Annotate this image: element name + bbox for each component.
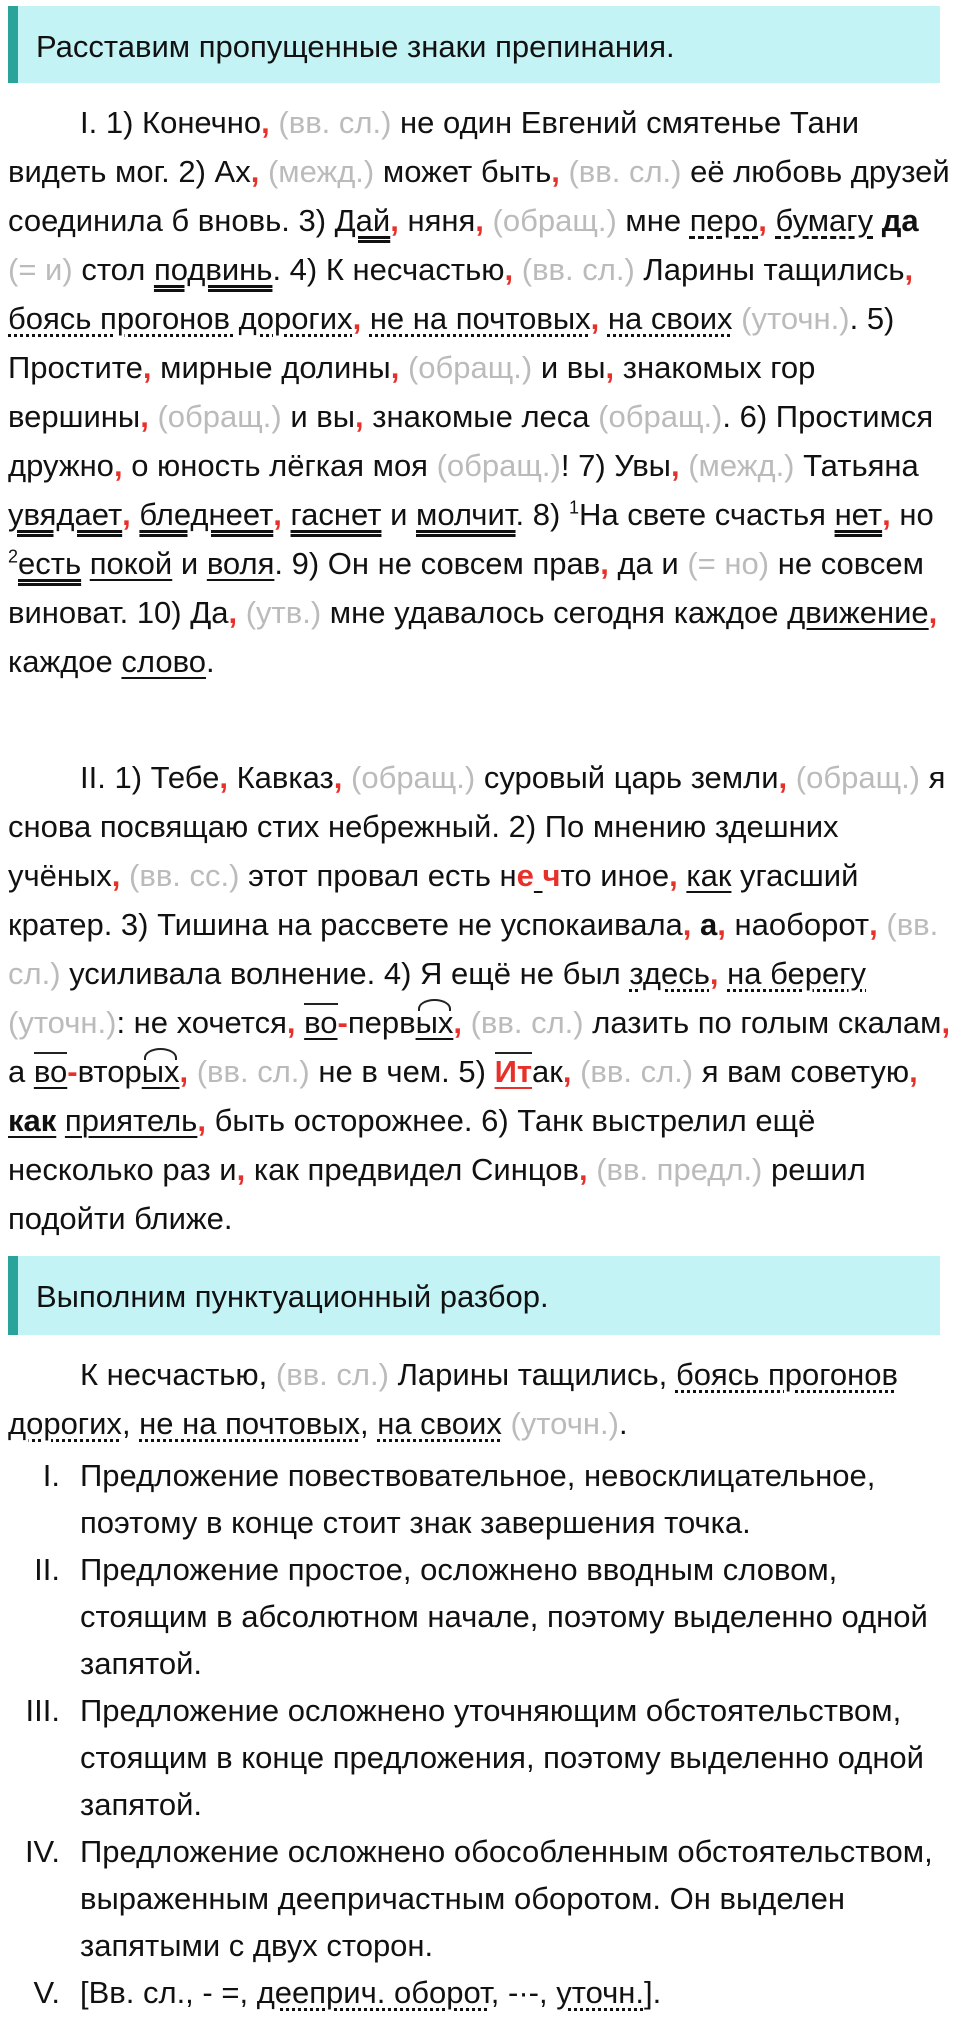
text: я вам советую (701, 1054, 910, 1089)
list-item (42, 1452, 950, 1546)
text: : не хочется (116, 1005, 287, 1040)
scheme-participle: дееприч. оборот (256, 1975, 491, 2010)
adverbial: на своих (607, 301, 733, 336)
text: и (180, 546, 199, 581)
comma: , (390, 350, 400, 385)
adverbial: на своих (377, 1406, 502, 1441)
text: её любовь друзей соединила б вновь. 3) (8, 154, 950, 238)
note: (вв. предл.) (596, 1152, 763, 1187)
comma: , (928, 595, 938, 630)
participle-phrase: боясь прогонов дорогих (8, 1357, 898, 1441)
comma: , (941, 1005, 951, 1040)
letter: ч (542, 858, 561, 893)
note: (вв. сл.) (275, 1357, 389, 1392)
text: знакомых гор вершины (8, 350, 816, 434)
prefix: во (304, 1005, 338, 1040)
note: (= но) (687, 546, 770, 581)
text: стол (81, 252, 146, 287)
text: . 5) Простите (8, 301, 895, 385)
comma: , (590, 301, 600, 336)
scheme-item (33, 1969, 950, 2016)
clause-number: 2 (8, 546, 19, 567)
note: (вв. сл.) (568, 154, 682, 189)
text: . (618, 1406, 628, 1441)
text: Ларины тащились, (397, 1357, 668, 1392)
comma: , (113, 448, 123, 483)
note: (утв.) (245, 595, 322, 630)
list-item (25, 1687, 950, 1828)
text: каждое (8, 644, 113, 679)
clause-number: 1 (568, 497, 579, 518)
comma: , (286, 1005, 296, 1040)
comma: , (333, 760, 343, 795)
text: то иное (560, 858, 670, 893)
suffix: ых (141, 1054, 180, 1089)
predicate: Дай (334, 203, 391, 238)
note: (= и) (8, 252, 73, 287)
comma: , (682, 907, 692, 942)
prefix: во (33, 1054, 68, 1089)
comma: , (179, 1054, 189, 1089)
comma: , (669, 858, 678, 893)
analysis-banner (8, 1256, 940, 1335)
comma: , (197, 1103, 206, 1138)
text: быть осторожнее. 6) Танк выстрелил ещё несколько раз и (8, 1103, 816, 1187)
text: . 9) Он не совсем прав (274, 546, 601, 581)
comma: , (578, 1152, 588, 1187)
comma: , (219, 760, 228, 795)
text: . 6) Простимся дружно (8, 399, 934, 483)
conjunction: как (686, 858, 732, 893)
letter: е (516, 858, 534, 893)
text: и вы (540, 350, 606, 385)
comma: , (390, 203, 399, 238)
text: и вы (290, 399, 356, 434)
subject: движение (787, 595, 929, 630)
conjunction: а (700, 907, 718, 942)
text: ! 7) Увы (560, 448, 671, 483)
text: . 8) (515, 497, 561, 532)
text: . (205, 644, 215, 679)
text: няня (407, 203, 476, 238)
subject: воля (206, 546, 275, 581)
comma: , (709, 956, 719, 991)
text: я снова посвящаю стих небрежный. 2) По мнению здешних учёных (8, 760, 946, 893)
prefix: Ит (494, 1054, 533, 1089)
section-two (8, 753, 952, 1243)
item-text: Предложение осложнено обособленным обстоятельством, выраженным деепричастным оборотом. Он выделен запятыми с двух сторон. (80, 1834, 933, 1963)
participle-phrase: боясь прогонов дорогих (8, 301, 353, 336)
comma: , (504, 252, 514, 287)
text: как предвидел Синцов (253, 1152, 579, 1187)
comma: , (670, 448, 680, 483)
predicate: молчит (416, 497, 516, 532)
task-title: Расставим пропущенные знаки препинания. (36, 29, 675, 64)
comma: , (551, 154, 560, 189)
note: (межд.) (267, 154, 375, 189)
list-item (24, 1828, 950, 1969)
comma: , (236, 1152, 246, 1187)
object-word: бумагу (775, 203, 874, 238)
text: не один Евгений смятенье Тани видеть мог. 2) Ах (8, 105, 860, 189)
comma: , (600, 546, 609, 581)
comma: , (605, 350, 615, 385)
item-number: V. (33, 1975, 60, 2010)
subject: слово (121, 644, 206, 679)
comma: , (273, 497, 282, 532)
note: (обращ.) (436, 448, 561, 483)
scheme-text: [Вв. сл., - =, (80, 1975, 249, 2010)
object-word: перо (689, 203, 759, 238)
dash: - (67, 1054, 78, 1089)
note: (обращ.) (157, 399, 282, 434)
comma: , (355, 399, 364, 434)
predicate: нет (834, 497, 883, 532)
note: (уточн.) (8, 1005, 117, 1040)
item-number: IV. (24, 1834, 60, 1869)
text: может быть (382, 154, 552, 189)
note: (вв. сл.) (8, 907, 939, 991)
comma: , (228, 595, 238, 630)
item-text: Предложение повествовательное, невосклицательное, поэтому в конце стоит знак завершения точка. (80, 1458, 876, 1540)
note: (межд.) (688, 448, 795, 483)
comma: , (882, 497, 891, 532)
text: знакомые леса (372, 399, 590, 434)
task-banner (8, 6, 940, 83)
scheme-clarification: уточн. (556, 1975, 645, 2010)
note: (вв. сл.) (470, 1005, 584, 1040)
conjunction: как (8, 1103, 57, 1138)
note: (уточн.) (510, 1406, 619, 1441)
text: На свете счастья (578, 497, 826, 532)
predicate: бледнеет (139, 497, 274, 532)
text: усиливала волнение. 4) Я ещё не был (69, 956, 621, 991)
item-number: III. (25, 1693, 60, 1728)
text: этот провал есть н (248, 858, 517, 893)
text: суровый царь земли (483, 760, 779, 795)
note: (обращ.) (351, 760, 476, 795)
text: втор (77, 1054, 142, 1089)
item-text: Предложение простое, осложнено вводным словом, стоящим в абсолютном начале, поэтому выделенно одной запятой. (80, 1552, 928, 1681)
dash: - (337, 1005, 348, 1040)
conjunction: да (881, 203, 919, 238)
scheme-text: ]. (644, 1975, 662, 2010)
comma: , (140, 399, 149, 434)
text: . 4) К несчастью (272, 252, 505, 287)
note: (обращ.) (598, 399, 723, 434)
text: Кавказ (236, 760, 334, 795)
note: (вв. сл.) (196, 1054, 310, 1089)
comma: , (250, 154, 260, 189)
text: решил подойти ближе. (8, 1152, 866, 1236)
comma: , (352, 301, 362, 336)
note: (вв. сс.) (129, 858, 240, 893)
text: мирные долины (160, 350, 391, 385)
analysis-title: Выполним пунктуационный разбор. (36, 1279, 549, 1314)
predicate: подвинь (153, 252, 273, 287)
text: лазить по голым скалам (592, 1005, 942, 1040)
comma: , (778, 760, 788, 795)
comma: , (111, 858, 121, 893)
text: но (899, 497, 934, 532)
item-text: Предложение осложнено уточняющим обстоятельством, стоящим в конце предложения, поэтому выделенно одной запятой. (80, 1693, 924, 1822)
text: ак (532, 1054, 563, 1089)
note: (уточн.) (741, 301, 850, 336)
section-one (8, 98, 952, 686)
text: не совсем виноват. 10) Да (8, 546, 924, 630)
comma: , (909, 1054, 918, 1089)
note: (вв. сл.) (580, 1054, 694, 1089)
text: I. 1) Конечно (80, 105, 262, 140)
text: Татьяна (803, 448, 919, 483)
comma: , (261, 105, 270, 140)
item-number: I. (42, 1458, 60, 1493)
text: Ларины тащились (643, 252, 905, 287)
text: мне (625, 203, 682, 238)
adverbial: не на почтовых (139, 1406, 360, 1441)
comma: , (869, 907, 878, 942)
adverbial: на берегу (727, 956, 867, 991)
text: и (390, 497, 408, 532)
suffix: ых (415, 1005, 454, 1040)
subject: покой (89, 546, 173, 581)
note: (вв. сл.) (278, 105, 392, 140)
comparison: приятель (64, 1103, 198, 1138)
text: перв (347, 1005, 416, 1040)
text: а (8, 1054, 26, 1089)
note: (вв. сл.) (521, 252, 635, 287)
predicate: увядает (8, 497, 123, 532)
comma: , (758, 203, 767, 238)
text: да и (617, 546, 679, 581)
comma: , (904, 252, 914, 287)
text: угасший кратер. 3) Тишина на рассвете не успокаивала (8, 858, 859, 942)
list-item (34, 1546, 950, 1687)
text: К несчастью, (80, 1357, 268, 1392)
comma: , (122, 497, 131, 532)
predicate: гаснет (290, 497, 382, 532)
comma: , (717, 907, 726, 942)
analysis-list (24, 1452, 950, 2016)
comma: , (142, 350, 152, 385)
predicate: есть (18, 546, 82, 581)
text: наоборот (734, 907, 870, 942)
scheme-text: , -·-, (490, 1975, 548, 2010)
comma: , (562, 1054, 572, 1089)
item-number: II. (34, 1552, 60, 1587)
text: не в чем. 5) (318, 1054, 486, 1089)
note: (обращ.) (795, 760, 921, 795)
comma: , (475, 203, 484, 238)
adverbial: здесь (629, 956, 710, 991)
text: мне удавалось сегодня каждое (329, 595, 779, 630)
note: (обращ.) (407, 350, 533, 385)
text: II. 1) Тебе (80, 760, 220, 795)
comma: , (453, 1005, 462, 1040)
adverbial: не на почтовых (369, 301, 591, 336)
text: о юность лёгкая моя (131, 448, 428, 483)
example-sentence: К несчастью, (вв. сл.) Ларины тащились, боясь прогонов дорогих, не на почтовых, на своих (уточн.). (8, 1357, 898, 1441)
note: (обращ.) (492, 203, 617, 238)
